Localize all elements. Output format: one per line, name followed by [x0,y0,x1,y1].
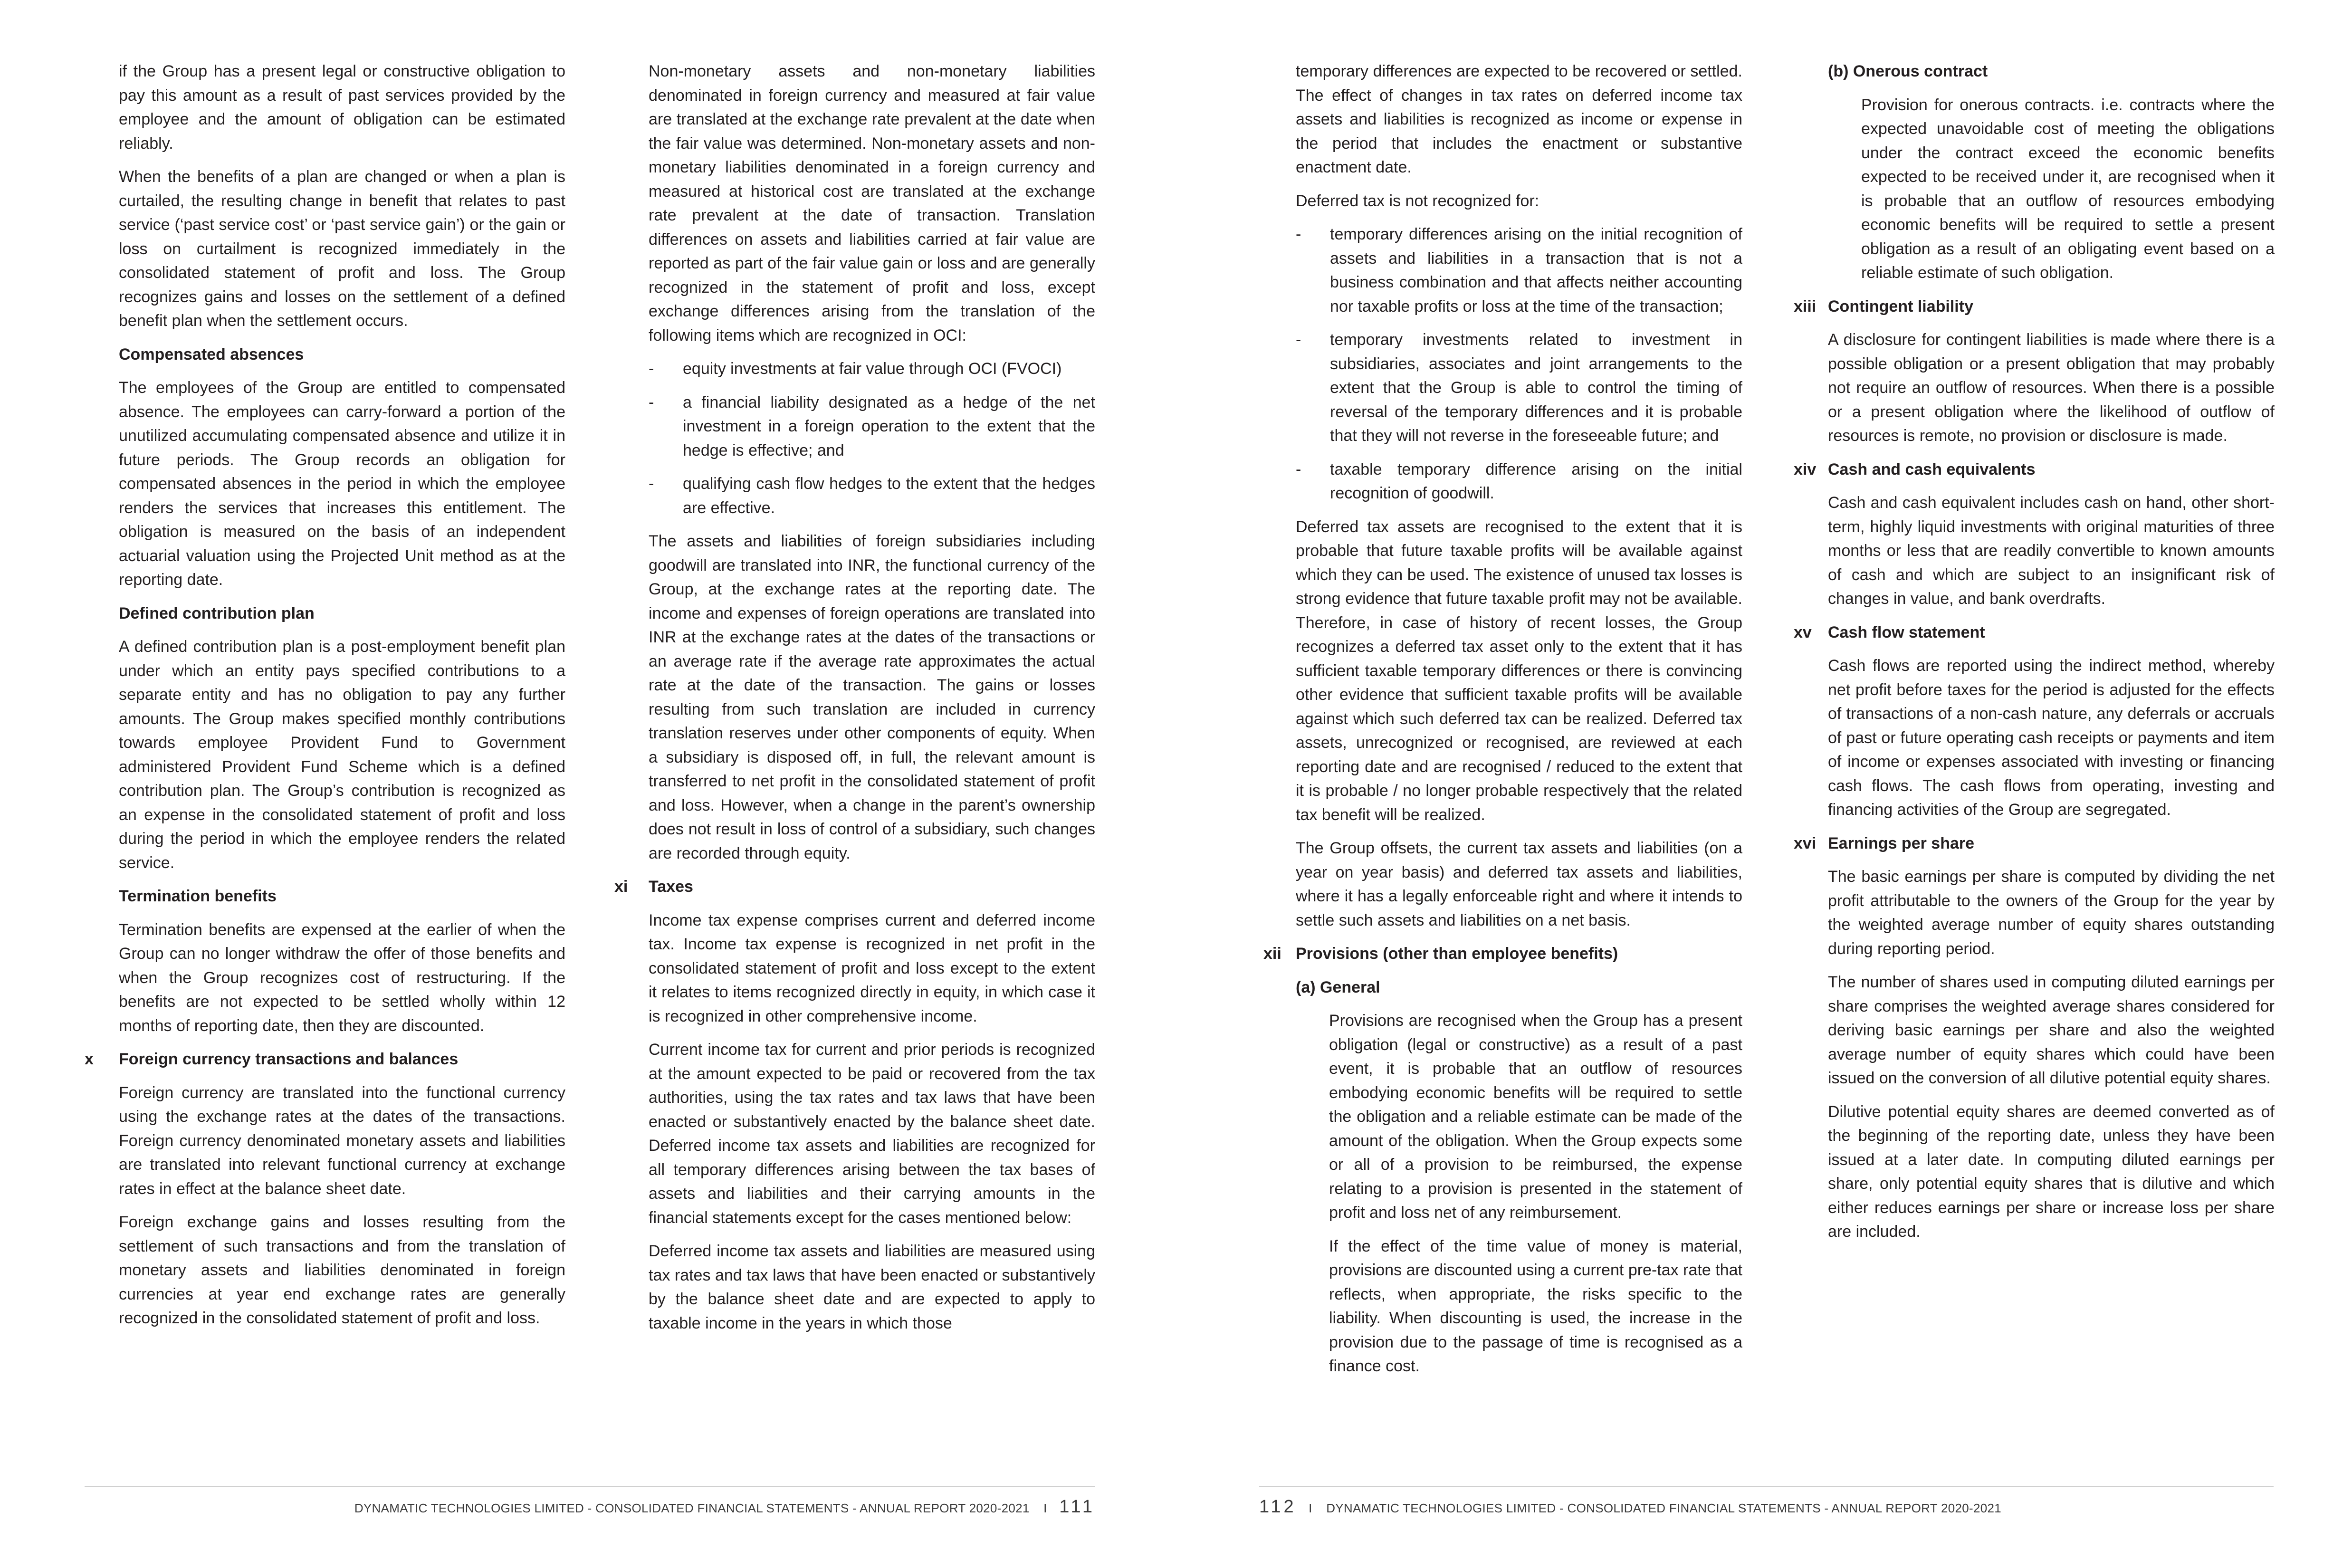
paragraph: Current income tax for current and prior periods is recognized at the amount expected to be paid or recovered from the tax authorities, using the tax rates and tax laws that have been enacted or substantively enacted by the balance sheet date. Deferred income tax assets and liabilities are recognized for all temporary differences arising between the tax bases of assets and liabilities and their carrying amounts in the financial statements except for the cases mentioned below: [649,1041,1095,1227]
footer-rule-left [85,1486,1095,1487]
paragraph: The employees of the Group are entitled to compensated absence. The employees can carry-forward a portion of the unutilized accumulating compensated absence and utilize it in future periods. The Group records an obligation for compensated absences in the period in which the employee renders the services that increases this entitlement. The obligation is measured on the basis of an independent actuarial valuation using the Projected Unit method as at the reporting date. [119,379,565,589]
paragraph: Cash flows are reported using the indirect method, whereby net profit before taxes for the period is adjusted for the effects of transactions of a non-cash nature, any deferrals or accruals of past or future operating cash receipts or payments and item of income or expenses associated with investing or financing cash flows. The cash flows from operating, investing and financing activities of the Group are segregated. [1828,657,2275,819]
paragraph: Foreign currency are translated into the functional currency using the exchange rates at the dates of the transactions. Foreign currency denominated monetary assets and liabilities are translated into relevant functional currency at exchange rates in effect at the balance sheet date. [119,1083,565,1198]
section-number: xv [1794,623,1812,641]
subsection-body-a [1296,1009,1742,1378]
subsection-heading-b: (b) Onerous contract [1828,62,1988,80]
section-heading-xv [1794,621,2275,645]
paragraph: Non-monetary assets and non-monetary liabilities denominated in foreign currency and measured at fair value are translated at the exchange rate prevalent at the date when the fair value was determined. Non-monetary assets and non-monetary liabilities denominated in a foreign currency and measured at historical cost are translated at the exchange rate prevalent at the date of transaction. Translation differences on assets and liabilities carried at fair value are reported as part of the fair value gain or loss and are generally recognized in the statement of profit and loss, except exchange differences arising from the translation of the following items which are recognized in OCI: [649,62,1095,344]
dash-marker: - [649,475,654,493]
list-item: - equity investments at fair value through OCI (FVOCI) [649,357,1095,381]
bullet-list [649,357,1095,520]
page-number: 112 [1259,1497,1297,1517]
paragraph: When the benefits of a plan are changed or when a plan is curtailed, the resulting change in benefit that relates to past service (‘past service cost’ or ‘past service gain’) or the gain or loss on curtailment is recognized immediately in the consolidated statement of profit and loss. The Group recognizes gains and losses on the settlement of a defined benefit plan when the settlement occurs. [119,168,565,330]
paragraph: A disclosure for contingent liabilities is made where there is a possible obligation or a present obligation that may probably not require an outflow of resources. When there is a possible or a present obligation where the likelihood of outflow of resources is remote, no provision or disclosure is made. [1828,331,2275,445]
paragraph: A defined contribution plan is a post-employment benefit plan under which an entity pays specified contributions to a separate entity and has no obligation to pay any further amounts. The Group makes specified monthly contributions towards employee Provident Fund to Government administered Provident Fund Scheme which is a defined contribution plan. The Group’s contribution is recognized as an expense in the consolidated statement of profit and loss during the period in which the employee renders the related service. [119,638,565,872]
section-title: Contingent liability [1828,297,1973,316]
left-page-footer [276,1497,1095,1517]
section-title: Earnings per share [1828,834,1975,852]
list-item: - temporary differences arising on the initial recognition of assets and liabilities in a transaction that is not a business combination and that affects neither accounting nor taxable profits or loss at the time of the transaction; [1296,222,1742,318]
footer-separator: I [1043,1501,1047,1515]
footer-text: DYNAMATIC TECHNOLOGIES LIMITED - CONSOLIDATED FINANCIAL STATEMENTS - ANNUAL REPORT 2020-2021 [1326,1501,2002,1515]
section-number: xiv [1794,460,1817,478]
left-page-column-2 [614,59,1095,1345]
right-page-column-3 [1263,59,1742,1388]
section-title: Provisions (other than employee benefits) [1296,945,1618,963]
footer-rule-right [1259,1486,2274,1487]
section-number: xvi [1794,834,1817,852]
subsection-body-b [1828,93,2275,285]
paragraph: Deferred tax is not recognized for: [1296,191,1539,210]
section-heading-xiv [1794,458,2275,482]
section-heading-xiii [1794,295,2275,319]
section-number: xii [1263,945,1281,963]
list-item: - a financial liability designated as a hedge of the net investment in a foreign operation to the extent that the hedge is effective; and [649,391,1095,463]
heading-defined-contribution-plan: Defined contribution plan [119,604,315,622]
dash-marker: - [649,360,654,378]
subsection-heading-a: (a) General [1296,978,1380,996]
dash-marker: - [1296,331,1301,349]
heading-compensated-absences: Compensated absences [119,345,304,363]
list-item: - qualifying cash flow hedges to the extent that the hedges are effective. [649,472,1095,520]
paragraph: The basic earnings per share is computed by dividing the net profit attributable to the owners of the Group for the year by the weighted average number of equity shares outstanding during reporting period. [1828,868,2275,958]
paragraph: Termination benefits are expensed at the earlier of when the Group can no longer withdraw the offer of those benefits and when the Group recognizes cost of restructuring. If the benefits are not expected to be settled wholly within 12 months of reporting date, then they are discounted. [119,920,565,1035]
section-heading-xi [614,875,1095,899]
paragraph: Deferred income tax assets and liabilities are measured using tax rates and tax laws that have been enacted or substantively by the balance sheet date and are expected to apply to taxable income in the years in which those [649,1242,1095,1332]
dash-marker: - [1296,460,1301,478]
paragraph: Deferred tax assets are recognised to the extent that it is probable that future taxable profits will be available against which they can be used. The existence of unused tax losses is strong evidence that future taxable profit may not be available. Therefore, in case of history of recent losses, the Group recognizes a deferred tax asset only to the extent that it has sufficient taxable temporary differences or there is convincing other evidence that sufficient taxable profits will be available against which such deferred tax can be realized. Deferred tax assets, unrecognized or recognised, are reviewed at each reporting date and are recognised / reduced to the extent that it is probable / no longer probable respectively that the related tax benefit will be realized. [1296,517,1742,824]
section-heading-x [85,1047,565,1071]
paragraph: The number of shares used in computing diluted earnings per share comprises the weighted average shares considered for deriving basic earnings per share and also the weighted average number of equity shares which could have been issued on the conversion of all dilutive potential equity shares. [1828,973,2275,1087]
dash-marker: - [1296,225,1301,243]
paragraph: Income tax expense comprises current and deferred income tax. Income tax expense is recognized in net profit in the consolidated statement of profit and loss except to the extent it relates to items recognized directly in equity, in which case it is recognized in other comprehensive income. [649,911,1095,1025]
paragraph: The Group offsets, the current tax assets and liabilities (on a year on year basis) and deferred tax assets and liabilities, where it has a legally enforceable right and where it intends to settle such assets and liabilities on a net basis. [1296,839,1742,929]
list-item: - taxable temporary difference arising on the initial recognition of goodwill. [1296,458,1742,506]
section-number: x [85,1050,94,1068]
section-title: Taxes [649,878,693,896]
right-page-footer [1259,1497,2274,1517]
section-heading-xii [1263,942,1742,966]
heading-termination-benefits: Termination benefits [119,887,277,905]
paragraph: The assets and liabilities of foreign subsidiaries including goodwill are translated into INR, the functional currency of the Group, at the exchange rates at the reporting date. The income and expenses of foreign operations are translated into INR at the exchange rates at the dates of the transactions or an average rate if the average rate approximates the actual rate at the date of the transaction. The gains or losses resulting from such translation are included in currency translation reserves under other components of equity. When a subsidiary is disposed off, in full, the relevant amount is transferred to net profit in the consolidated statement of profit and loss. However, when a change in the parent’s ownership does not result in loss of control of a subsidiary, such changes are recorded through equity. [649,532,1095,862]
bullet-list [1296,222,1742,506]
section-title: Foreign currency transactions and balances [119,1050,459,1068]
paragraph: if the Group has a present legal or constructive obligation to pay this amount as a result of past services provided by the employee and the amount of obligation can be estimated reliably. [119,62,565,153]
right-page-column-4 [1794,59,2275,1253]
section-title: Cash and cash equivalents [1828,460,2036,478]
section-number: xi [614,878,628,896]
page-number: 111 [1059,1497,1095,1517]
paragraph: Provisions are recognised when the Group has a present obligation (legal or constructive) as a result of a past event, it is probable that an outflow of resources embodying economic benefits will be required to settle the obligation and a reliable estimate can be made of the amount of the obligation. When the Group expects some or all of a provision to be reimbursed, the expense relating to a provision is presented in the statement of profit and loss net of any reimbursement. [1329,1012,1742,1222]
footer-text: DYNAMATIC TECHNOLOGIES LIMITED - CONSOLIDATED FINANCIAL STATEMENTS - ANNUAL REPORT 2020-2021 [354,1501,1030,1515]
paragraph: Cash and cash equivalent includes cash on hand, other short-term, highly liquid investments with original maturities of three months or less that are readily convertible to known amounts of cash and which are subject to an insignificant risk of changes in value, and bank overdrafts. [1828,494,2275,608]
paragraph: Dilutive potential equity shares are deemed converted as of the beginning of the reporting date, unless they have been issued at a later date. In computing diluted earnings per share, only potential equity shares that is dilutive and which either reduces earnings per share or increase loss per share are included. [1828,1102,2275,1241]
left-page-column-1 [85,59,565,1340]
paragraph: temporary differences are expected to be recovered or settled. The effect of changes in tax rates on deferred income tax assets and liabilities is recognized as income or expense in the period that includes the enactment or substantive enactment date. [1296,62,1742,176]
footer-separator: I [1309,1501,1312,1515]
section-number: xiii [1794,297,1817,316]
paragraph: If the effect of the time value of money is material, provisions are discounted using a current pre-tax rate that reflects, when appropriate, the risks specific to the liability. When discounting is used, the increase in the provision due to the passage of time is recognised as a finance cost. [1329,1237,1742,1375]
section-heading-xvi [1794,832,2275,856]
section-title: Cash flow statement [1828,623,1985,641]
paragraph: Foreign exchange gains and losses resulting from the settlement of such transactions and from the translation of monetary assets and liabilities denominated in foreign currencies at year end exchange rates are generally recognized in the consolidated statement of profit and loss. [119,1213,565,1327]
paragraph: Provision for onerous contracts. i.e. contracts where the expected unavoidable cost of meeting the obligations under the contract exceed the economic benefits expected to be received under it, are recognised when it is probable that an outflow of resources embodying economic benefits will be required to settle a present obligation as a result of an obligating event based on a reliable estimate of such obligation. [1861,96,2275,282]
list-item: - temporary investments related to investment in subsidiaries, associates and joint arrangements to the extent that the Group is able to control the timing of reversal of the temporary differences and it is probable that they will not reverse in the foreseeable future; and [1296,328,1742,448]
dash-marker: - [649,393,654,411]
